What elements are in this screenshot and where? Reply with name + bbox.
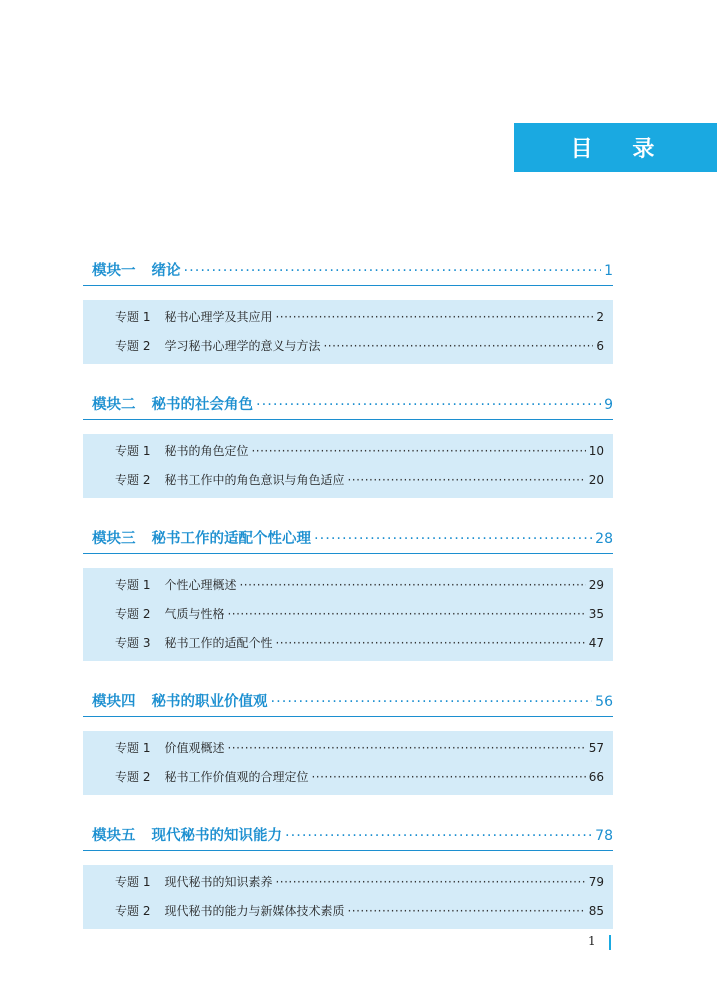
topic-list [83,865,613,929]
module-number: 模块二 [92,397,136,413]
leader-dots [184,258,602,285]
module-page: 28 [595,531,613,547]
leader-dots [275,629,585,658]
module-title: 绪论 [151,263,181,279]
topic-number: 专题 2 [115,473,151,487]
topic-number: 专题 1 [115,741,151,755]
topic-title: 秘书心理学及其应用 [164,310,273,324]
topic-page: 35 [588,607,604,621]
topic-page: 79 [588,875,604,889]
page-number-bar [609,935,611,950]
leader-dots [285,823,592,850]
toc-topic-entry[interactable] [83,897,613,926]
leader-dots [251,437,585,466]
toc-topic-entry[interactable] [83,734,613,763]
leader-dots [227,600,585,629]
toc-topic-entry[interactable] [83,437,613,466]
topic-page: 29 [588,578,604,592]
topic-page: 57 [588,741,604,755]
leader-dots [311,763,585,792]
toc-module-entry[interactable] [83,823,613,851]
topic-number: 专题 2 [115,607,151,621]
topic-number: 专题 1 [115,444,151,458]
topic-page: 47 [588,636,604,650]
topic-title: 价值观概述 [164,741,225,755]
toc-topic-entry[interactable] [83,763,613,792]
toc-topic-entry[interactable] [83,571,613,600]
topic-number: 专题 2 [115,770,151,784]
toc-title: 目 录 [570,136,671,162]
module-title: 秘书的社会角色 [151,397,253,413]
module-page: 78 [595,828,613,844]
toc-topic-entry[interactable] [83,466,613,495]
topic-list [83,434,613,498]
module-page: 9 [604,397,613,413]
module-title: 秘书工作的适配个性心理 [151,531,311,547]
topic-page: 10 [588,444,604,458]
topic-list [83,568,613,661]
topic-title: 秘书的角色定位 [164,444,249,458]
topic-list [83,731,613,795]
leader-dots [271,689,593,716]
toc-topic-entry[interactable] [83,600,613,629]
topic-page: 85 [588,904,604,918]
toc-topic-entry[interactable] [83,868,613,897]
module-title: 秘书的职业价值观 [151,694,268,710]
topic-title: 秘书工作的适配个性 [164,636,273,650]
toc-module-entry[interactable] [83,392,613,420]
topic-number: 专题 1 [115,875,151,889]
topic-number: 专题 1 [115,310,151,324]
module-number: 模块四 [92,694,136,710]
topic-number: 专题 2 [115,904,151,918]
module-title: 现代秘书的知识能力 [151,828,282,844]
toc-topic-entry[interactable] [83,332,613,361]
topic-list [83,300,613,364]
topic-page: 20 [588,473,604,487]
toc-topic-entry[interactable] [83,629,613,658]
topic-number: 专题 2 [115,339,151,353]
toc-module [83,392,613,498]
topic-title: 学习秘书心理学的意义与方法 [164,339,321,353]
topic-page: 6 [596,339,604,353]
toc-module [83,823,613,929]
leader-dots [314,526,592,553]
topic-number: 专题 1 [115,578,151,592]
module-page: 1 [604,263,613,279]
leader-dots [227,734,585,763]
module-number: 模块三 [92,531,136,547]
leader-dots [323,332,593,361]
table-of-contents [83,258,613,957]
topic-title: 现代秘书的知识素养 [164,875,273,889]
topic-title: 秘书工作价值观的合理定位 [164,770,309,784]
topic-page: 66 [588,770,604,784]
leader-dots [347,466,585,495]
topic-title: 个性心理概述 [164,578,237,592]
leader-dots [347,897,585,926]
module-page: 56 [595,694,613,710]
topic-page: 2 [596,310,604,324]
toc-topic-entry[interactable] [83,303,613,332]
leader-dots [275,868,585,897]
leader-dots [275,303,593,332]
topic-number: 专题 3 [115,636,151,650]
module-number: 模块一 [92,263,136,279]
page-number: 1 [588,934,596,948]
topic-title: 秘书工作中的角色意识与角色适应 [164,473,345,487]
leader-dots [256,392,601,419]
toc-module [83,526,613,661]
toc-module-entry[interactable] [83,526,613,554]
toc-module-entry[interactable] [83,689,613,717]
toc-module-entry[interactable] [83,258,613,286]
module-number: 模块五 [92,828,136,844]
toc-title-tab [514,123,717,172]
topic-title: 气质与性格 [164,607,225,621]
topic-title: 现代秘书的能力与新媒体技术素质 [164,904,345,918]
toc-module [83,258,613,364]
leader-dots [239,571,585,600]
toc-module [83,689,613,795]
